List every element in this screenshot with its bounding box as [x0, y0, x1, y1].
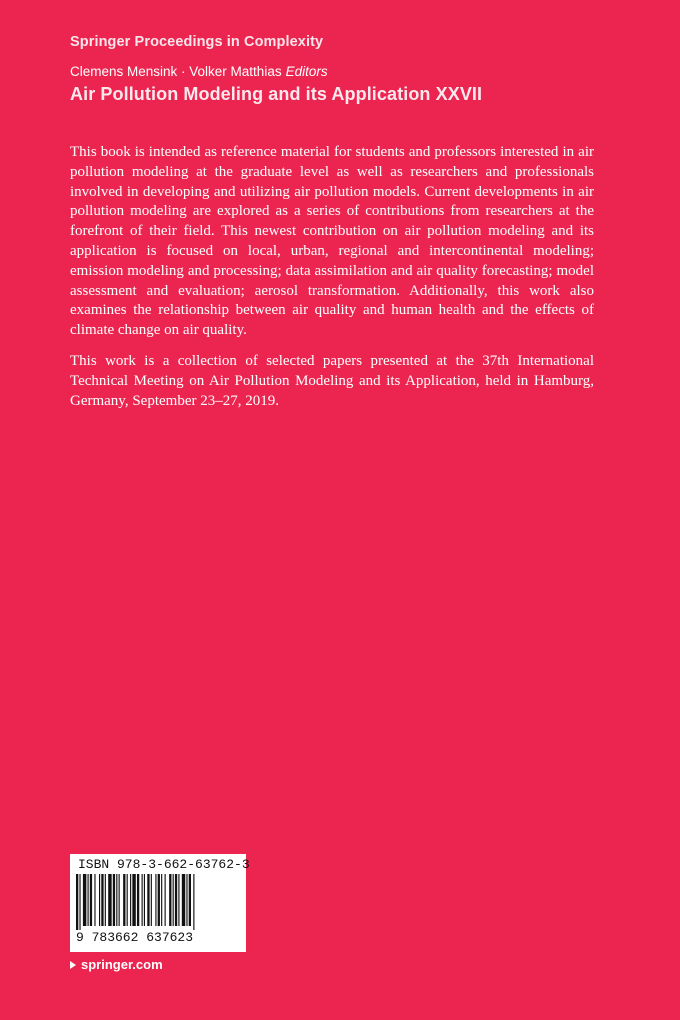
- barcode-digits: 9 783662 637623: [76, 930, 194, 945]
- description-text: [70, 143, 594, 422]
- series-title: Springer Proceedings in Complexity: [70, 34, 324, 50]
- description-paragraph-2: This work is a collection of selected papers presented at the 37th International Technical Meeting on Air Pollution Modeling and its Application, held in Hamburg, Germany, September 23–27, 2019.: [70, 352, 594, 409]
- publisher-link-label: springer.com: [81, 957, 163, 972]
- barcode-icon: [74, 874, 242, 930]
- isbn-label: ISBN 978-3-662-63762-3: [78, 857, 250, 872]
- publisher-link[interactable]: [70, 957, 163, 972]
- editors-role: Editors: [285, 64, 328, 79]
- editors-line: [70, 64, 328, 79]
- description-paragraph-1: This book is intended as reference material for students and professors interested in air pollution modeling at the graduate level as well as researchers and professionals involved in developing and utilizing air pollution models. Current developments in air pollution modeling are explored as a series of contributions from researchers at the forefront of their field. This newest contribution on air pollution modeling and its application is focused on local, urban, regional and intercontinental modeling; emission modeling and processing; data assimilation and air quality forecasting; model assessment and evaluation; aerosol transformation. Additionally, this work also examines the relationship between air quality and human health and the effects of climate change on air quality.: [70, 144, 594, 339]
- book-title: Air Pollution Modeling and its Application XXVII: [70, 84, 483, 104]
- arrow-icon: [70, 961, 76, 969]
- isbn-barcode: [70, 854, 250, 952]
- editors-names: Clemens Mensink · Volker Matthias: [70, 64, 282, 79]
